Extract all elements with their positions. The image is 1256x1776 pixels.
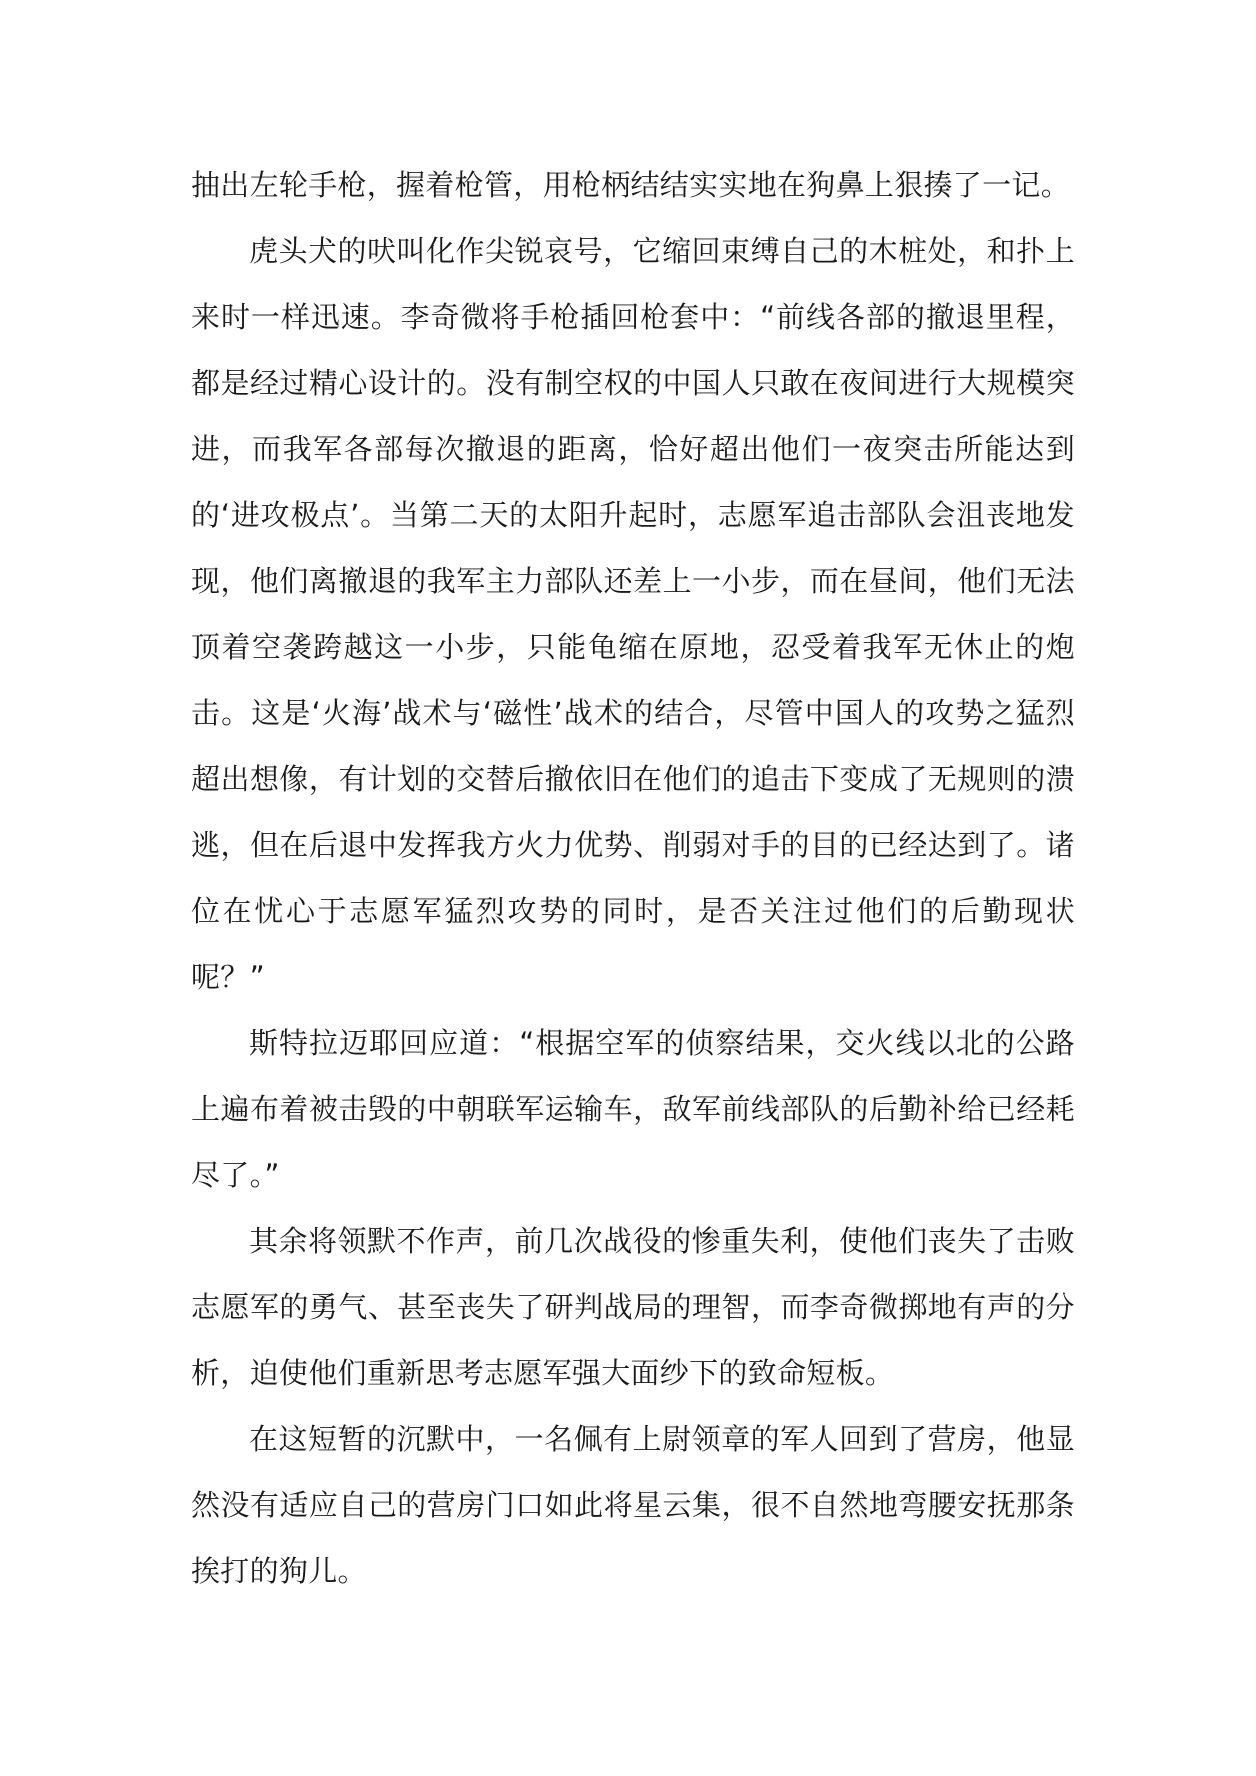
paragraph: 在这短暂的沉默中，一名佩有上尉领章的军人回到了营房，他显然没有适应自己的营房门口如此将星云集，很不自然地弯腰安抚那条挨打的狗儿。: [191, 1422, 1075, 1588]
paragraph: 斯特拉迈耶回应道：“根据空军的侦察结果，交火线以北的公路上遍布着被击毁的中朝联军运输车，敌军前线部队的后勤补给已经耗尽了。”: [191, 1026, 1075, 1192]
paragraph: 虎头犬的吠叫化作尖锐哀号，它缩回束缚自己的木桩处，和扑上来时一样迅速。李奇微将手枪插回枪套中：“前线各部的撤退里程，都是经过精心设计的。没有制空权的中国人只敢在夜间进行大规模突进，而我军各部每次撤退的距离，恰好超出他们一夜突击所能达到的‘进攻极点’。当第二天的太阳升起时，志愿军追击部队会沮丧地发现，他们离撤退的我军主力部队还差上一小步，而在昼间，他们无法顶着空袭跨越这一小步，只能龟缩在原地，忍受着我军无休止的炮击。这是‘火海’战术与‘磁性’战术的结合，尽管中国人的攻势之猛烈超出想像，有计划的交替后撤依旧在他们的追击下变成了无规则的溃逃，但在后退中发挥我方火力优势、削弱对手的目的已经达到了。诸位在忧心于志愿军猛烈攻势的同时，是否关注过他们的后勤现状呢？”: [191, 234, 1075, 994]
body-text: [191, 152, 1075, 1604]
paragraph: 其余将领默不作声，前几次战役的惨重失利，使他们丧失了击败志愿军的勇气、甚至丧失了研判战局的理智，而李奇微掷地有声的分析，迫使他们重新思考志愿军强大面纱下的致命短板。: [191, 1224, 1075, 1390]
paragraph: 抽出左轮手枪，握着枪管，用枪柄结结实实地在狗鼻上狠揍了一记。: [191, 168, 1071, 202]
